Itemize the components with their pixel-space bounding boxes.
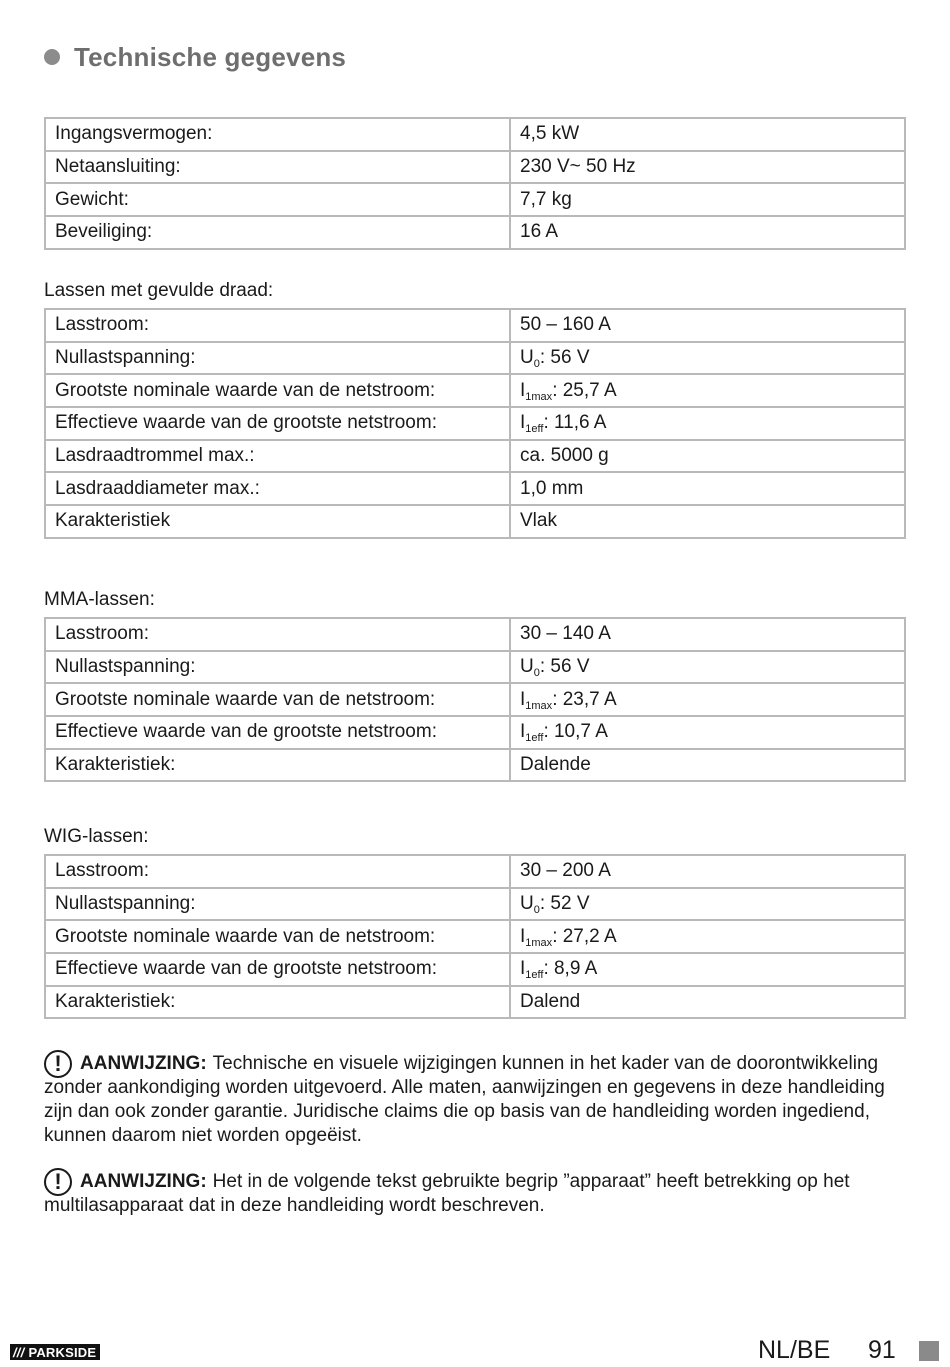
spec-label: Effectieve waarde van de grootste netstroom: bbox=[45, 953, 510, 986]
table-row bbox=[45, 342, 905, 375]
spec-value: 4,5 kW bbox=[510, 118, 905, 151]
note-line: kunnen daarom niet worden opgeëist. bbox=[44, 1125, 362, 1146]
value-text: : 11,6 A bbox=[543, 412, 607, 434]
spec-label: Lasstroom: bbox=[45, 855, 510, 888]
table-row bbox=[45, 716, 905, 749]
spec-value bbox=[510, 651, 905, 684]
symbol-subscript: 1eff bbox=[525, 969, 544, 982]
table-row bbox=[45, 374, 905, 407]
general-specs-table bbox=[44, 117, 906, 250]
spec-label: Lasstroom: bbox=[45, 309, 510, 342]
logo-stripes: /// bbox=[13, 1344, 25, 1360]
table-row bbox=[45, 986, 905, 1019]
note-first-line bbox=[44, 1166, 906, 1194]
table-row bbox=[45, 953, 905, 986]
spec-value bbox=[510, 888, 905, 921]
section-heading bbox=[44, 40, 346, 74]
spec-label: Effectieve waarde van de grootste netstroom: bbox=[45, 407, 510, 440]
spec-label: Ingangsvermogen: bbox=[45, 118, 510, 151]
exclamation-icon: ! bbox=[44, 1168, 72, 1196]
table-row bbox=[45, 183, 905, 216]
spec-value bbox=[510, 716, 905, 749]
symbol-subscript: 0 bbox=[533, 667, 540, 680]
spec-value bbox=[510, 342, 905, 375]
note-label: AANWIJZING: bbox=[80, 1171, 207, 1192]
logo-text: PARKSIDE bbox=[28, 1344, 97, 1360]
flux-specs-table bbox=[44, 308, 906, 539]
symbol: U bbox=[520, 656, 534, 678]
symbol-subscript: 1max bbox=[525, 699, 553, 712]
parkside-logo bbox=[10, 1344, 100, 1360]
spec-label: Grootste nominale waarde van de netstroom: bbox=[45, 683, 510, 716]
spec-label: Nullastspanning: bbox=[45, 888, 510, 921]
value-text: : 10,7 A bbox=[543, 721, 608, 743]
flux-section-caption: Lassen met gevulde draad: bbox=[44, 280, 274, 301]
spec-value bbox=[510, 683, 905, 716]
spec-value: 30 – 140 A bbox=[510, 618, 905, 651]
table-row bbox=[45, 505, 905, 538]
symbol: I bbox=[520, 925, 526, 947]
spec-label: Lasdraaddiameter max.: bbox=[45, 472, 510, 505]
table-row bbox=[45, 407, 905, 440]
spec-value: 1,0 mm bbox=[510, 472, 905, 505]
table-row bbox=[45, 118, 905, 151]
symbol-subscript: 1max bbox=[525, 936, 553, 949]
table-row bbox=[45, 472, 905, 505]
spec-value: Vlak bbox=[510, 505, 905, 538]
spec-value bbox=[510, 920, 905, 953]
symbol: I bbox=[520, 379, 526, 401]
note-text: Technische en visuele wijzigingen kunnen in het kader van de doorontwikkeling bbox=[212, 1053, 879, 1074]
spec-label: Gewicht: bbox=[45, 183, 510, 216]
spec-value: Dalend bbox=[510, 986, 905, 1019]
symbol: U bbox=[520, 347, 534, 369]
symbol: I bbox=[520, 721, 526, 743]
table-row bbox=[45, 888, 905, 921]
table-row bbox=[45, 216, 905, 249]
spec-value: Dalende bbox=[510, 749, 905, 782]
spec-label: Effectieve waarde van de grootste netstroom: bbox=[45, 716, 510, 749]
table-row bbox=[45, 920, 905, 953]
mma-section-caption: MMA-lassen: bbox=[44, 589, 155, 610]
table-row bbox=[45, 683, 905, 716]
symbol-subscript: 1max bbox=[525, 390, 553, 403]
spec-value: 50 – 160 A bbox=[510, 309, 905, 342]
note-label: AANWIJZING: bbox=[80, 1053, 207, 1074]
spec-label: Nullastspanning: bbox=[45, 651, 510, 684]
spec-value: 30 – 200 A bbox=[510, 855, 905, 888]
value-text: : 56 V bbox=[539, 656, 590, 678]
value-text: : 8,9 A bbox=[543, 958, 598, 980]
note-first-line bbox=[44, 1048, 906, 1076]
symbol-subscript: 1eff bbox=[525, 423, 544, 436]
wig-specs-table bbox=[44, 854, 906, 1019]
symbol-subscript: 0 bbox=[533, 358, 540, 371]
spec-label: Beveiliging: bbox=[45, 216, 510, 249]
table-row bbox=[45, 440, 905, 473]
value-text: : 52 V bbox=[539, 893, 590, 915]
note-disclaimer bbox=[44, 1048, 906, 1148]
spec-label: Nullastspanning: bbox=[45, 342, 510, 375]
note-device-term bbox=[44, 1166, 906, 1218]
spec-value bbox=[510, 374, 905, 407]
page-title: Technische gegevens bbox=[74, 41, 347, 72]
spec-value: ca. 5000 g bbox=[510, 440, 905, 473]
symbol: I bbox=[520, 688, 526, 710]
note-text: Het in de volgende tekst gebruikte begrip ”apparaat” heeft betrekking op het bbox=[212, 1171, 850, 1192]
spec-label: Karakteristiek: bbox=[45, 986, 510, 1019]
value-text: : 23,7 A bbox=[552, 688, 617, 710]
note-line: zijn dan ook zonder garantie. Juridische claims die op basis van de handleiding worden ingediend, bbox=[44, 1101, 870, 1122]
exclamation-icon: ! bbox=[44, 1050, 72, 1078]
mma-specs-table bbox=[44, 617, 906, 782]
table-row bbox=[45, 651, 905, 684]
symbol: I bbox=[520, 958, 526, 980]
table-row bbox=[45, 855, 905, 888]
spec-value bbox=[510, 407, 905, 440]
spec-value: 16 A bbox=[510, 216, 905, 249]
spec-label: Grootste nominale waarde van de netstroom: bbox=[45, 374, 510, 407]
table-row bbox=[45, 151, 905, 184]
language-code: NL/BE bbox=[758, 1336, 831, 1364]
value-text: : 27,2 A bbox=[552, 925, 617, 947]
symbol-subscript: 0 bbox=[533, 904, 540, 917]
bullet-icon bbox=[44, 49, 60, 65]
spec-value: 7,7 kg bbox=[510, 183, 905, 216]
wig-section-caption: WIG-lassen: bbox=[44, 826, 149, 847]
page-marker-square bbox=[919, 1341, 939, 1361]
value-text: : 25,7 A bbox=[552, 379, 617, 401]
spec-label: Netaansluiting: bbox=[45, 151, 510, 184]
spec-label: Lasstroom: bbox=[45, 618, 510, 651]
note-line: multilasapparaat dat in deze handleiding wordt beschreven. bbox=[44, 1195, 545, 1216]
table-row bbox=[45, 618, 905, 651]
note-line: zonder aankondiging worden uitgevoerd. Alle maten, aanwijzingen en gegevens in deze handleiding bbox=[44, 1077, 885, 1098]
symbol: I bbox=[520, 412, 526, 434]
spec-label: Karakteristiek bbox=[45, 505, 510, 538]
page-number: 91 bbox=[868, 1336, 896, 1364]
spec-label: Karakteristiek: bbox=[45, 749, 510, 782]
symbol-subscript: 1eff bbox=[525, 732, 544, 745]
spec-value: 230 V~ 50 Hz bbox=[510, 151, 905, 184]
spec-label: Lasdraadtrommel max.: bbox=[45, 440, 510, 473]
table-row bbox=[45, 309, 905, 342]
symbol: U bbox=[520, 893, 534, 915]
spec-value bbox=[510, 953, 905, 986]
spec-label: Grootste nominale waarde van de netstroom: bbox=[45, 920, 510, 953]
table-row bbox=[45, 749, 905, 782]
value-text: : 56 V bbox=[539, 347, 590, 369]
